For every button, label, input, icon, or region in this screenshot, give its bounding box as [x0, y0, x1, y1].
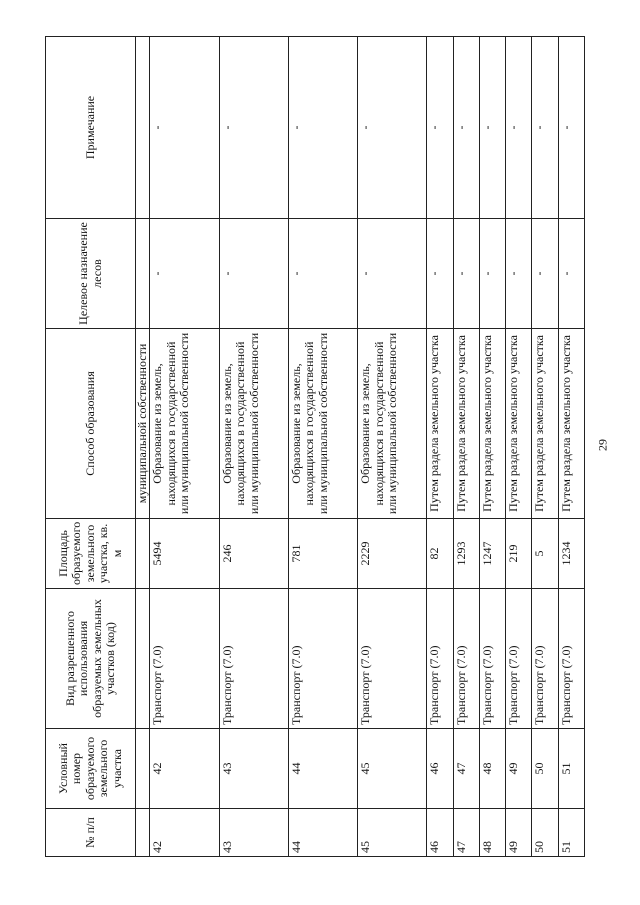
plot-area: 1234: [558, 519, 584, 589]
formation-method: Образование из земель, находящихся в государственной или муниципальной собственности: [288, 329, 357, 519]
plot-number: 47: [453, 729, 479, 809]
plot-number: 46: [427, 729, 453, 809]
forest-purpose: -: [219, 219, 288, 329]
plot-area: 1293: [453, 519, 479, 589]
permitted-use: Транспорт (7.0): [532, 589, 558, 729]
header-permitted-use: Вид разрешенного использования образуемых земельных участков (код): [46, 589, 136, 729]
permitted-use: Транспорт (7.0): [453, 589, 479, 729]
plot-area: 781: [288, 519, 357, 589]
plot-number: 43: [219, 729, 288, 809]
note: -: [453, 37, 479, 219]
header-area: Площадь образуемого земельного участка, кв. м: [46, 519, 136, 589]
formation-method: Путем раздела земельного участка: [453, 329, 479, 519]
forest-purpose: -: [453, 219, 479, 329]
continuation-row: [136, 37, 150, 857]
formation-method: Образование из земель, находящихся в государственной или муниципальной собственности: [219, 329, 288, 519]
table-row: [358, 37, 427, 857]
note: -: [506, 37, 532, 219]
row-number: 48: [479, 809, 505, 857]
forest-purpose: -: [479, 219, 505, 329]
plot-number: 50: [532, 729, 558, 809]
permitted-use: Транспорт (7.0): [219, 589, 288, 729]
formation-method: Путем раздела земельного участка: [479, 329, 505, 519]
plot-area: 2229: [358, 519, 427, 589]
permitted-use: Транспорт (7.0): [427, 589, 453, 729]
row-number: 45: [358, 809, 427, 857]
plot-number: 44: [288, 729, 357, 809]
note: -: [532, 37, 558, 219]
note: -: [288, 37, 357, 219]
permitted-use: Транспорт (7.0): [288, 589, 357, 729]
permitted-use: Транспорт (7.0): [358, 589, 427, 729]
permitted-use: Транспорт (7.0): [150, 589, 219, 729]
table-row: [427, 37, 453, 857]
header-number: № п/п: [46, 809, 136, 857]
row-number: 51: [558, 809, 584, 857]
plot-area: 5: [532, 519, 558, 589]
plot-number: 42: [150, 729, 219, 809]
header-forest-purpose: Целевое назначение лесов: [46, 219, 136, 329]
formation-method: Путем раздела земельного участка: [427, 329, 453, 519]
plot-number: 48: [479, 729, 505, 809]
forest-purpose: -: [427, 219, 453, 329]
note: -: [558, 37, 584, 219]
permitted-use: Транспорт (7.0): [506, 589, 532, 729]
table-header-row: [46, 37, 136, 857]
table-row: [506, 37, 532, 857]
table-row: [288, 37, 357, 857]
plot-number: 49: [506, 729, 532, 809]
formation-method: Путем раздела земельного участка: [532, 329, 558, 519]
header-conditional-number: Условный номер образуемого земельного участка: [46, 729, 136, 809]
plot-number: 51: [558, 729, 584, 809]
permitted-use: Транспорт (7.0): [479, 589, 505, 729]
formation-method: Образование из земель, находящихся в государственной или муниципальной собственности: [150, 329, 219, 519]
table-row: [479, 37, 505, 857]
row-number: 43: [219, 809, 288, 857]
rotated-table-frame: [45, 37, 585, 857]
forest-purpose: -: [288, 219, 357, 329]
note: -: [427, 37, 453, 219]
table-row: [150, 37, 219, 857]
forest-purpose: -: [532, 219, 558, 329]
land-plots-table: [45, 36, 585, 857]
permitted-use: Транспорт (7.0): [558, 589, 584, 729]
page-number: 29: [595, 439, 610, 451]
plot-number: 45: [358, 729, 427, 809]
row-number: 47: [453, 809, 479, 857]
plot-area: 82: [427, 519, 453, 589]
formation-method: Образование из земель, находящихся в государственной или муниципальной собственности: [358, 329, 427, 519]
note: -: [479, 37, 505, 219]
note: -: [358, 37, 427, 219]
row-number: 46: [427, 809, 453, 857]
table-container: [45, 37, 585, 857]
note: -: [150, 37, 219, 219]
row-number: 42: [150, 809, 219, 857]
plot-area: 246: [219, 519, 288, 589]
plot-area: 5494: [150, 519, 219, 589]
formation-method: Путем раздела земельного участка: [506, 329, 532, 519]
table-row: [219, 37, 288, 857]
table-row: [532, 37, 558, 857]
row-number: 49: [506, 809, 532, 857]
note: -: [219, 37, 288, 219]
forest-purpose: -: [506, 219, 532, 329]
plot-area: 1247: [479, 519, 505, 589]
continuation-text: муниципальной собственности: [136, 329, 150, 519]
plot-area: 219: [506, 519, 532, 589]
row-number: 50: [532, 809, 558, 857]
table-row: [558, 37, 584, 857]
forest-purpose: -: [558, 219, 584, 329]
table-row: [453, 37, 479, 857]
header-note: Примечание: [46, 37, 136, 219]
forest-purpose: -: [150, 219, 219, 329]
header-formation-method: Способ образования: [46, 329, 136, 519]
forest-purpose: -: [358, 219, 427, 329]
row-number: 44: [288, 809, 357, 857]
formation-method: Путем раздела земельного участка: [558, 329, 584, 519]
